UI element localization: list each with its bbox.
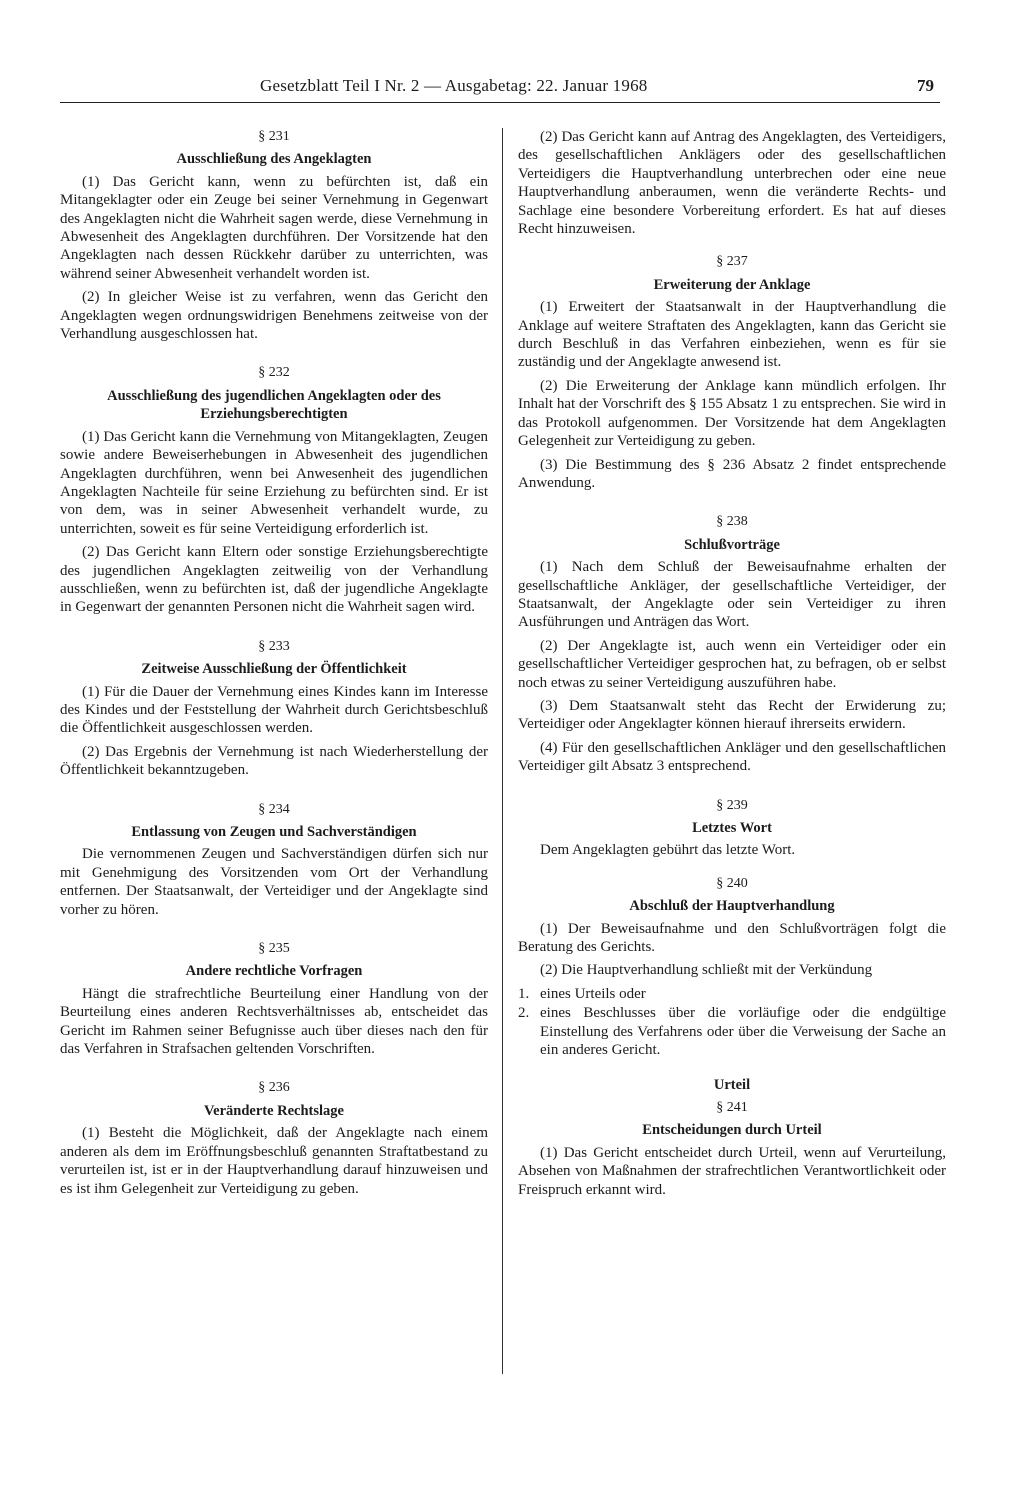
paragraph: (1) Besteht die Möglichkeit, daß der Angeklagte nach einem anderen als dem im Eröffnungsbeschluß genannten Straftatbestand zu verurteilen ist, ist er in der Hauptverhandlung darauf hinzuweisen und es ist ihm Gelegenheit zur Verteidigung zu geben. [60,1125,488,1197]
paragraph: (2) Die Erweiterung der Anklage kann mündlich erfolgen. Ihr Inhalt hat der Vorschrift des § 155 Absatz 1 zu entsprechen. Sie wird in das Protokoll aufgenommen. Der Vorsitzende hat dem Angeklagten Gelegenheit zur Verteidigung zu geben. [518,377,946,450]
section-239 [518,797,946,860]
section-number: § 233 [258,638,290,654]
section-number: § 241 [716,1099,748,1115]
paragraph: (1) Nach dem Schluß der Beweisaufnahme erhalten der gesellschaftliche Ankläger, der gesellschaftliche Verteidiger, der Staatsanwalt, der Angeklagte oder sein Verteidiger zu ihren Ausführungen und Anträgen das Wort. [518,559,946,631]
section-number: § 237 [716,254,748,270]
paragraph: (3) Die Bestimmung des § 236 Absatz 2 findet entsprechende Anwendung. [518,456,946,491]
section-241 [518,1099,946,1199]
section-number: § 232 [258,365,290,381]
section-231 [60,128,488,343]
paragraph: Dem Angeklagten gebührt das letzte Wort. [540,842,796,859]
section-number: § 239 [716,797,748,813]
paragraph: (2) Das Ergebnis der Vernehmung ist nach Wiederherstellung der Öffentlichkeit bekanntzugeben. [60,743,488,779]
list-number: 2. [518,1005,530,1022]
section-235 [60,940,488,1058]
paragraph: Die vernommenen Zeugen und Sachverständigen dürfen sich nur mit Genehmigung des Vorsitzenden vom Ort der Verhandlung entfernen. Der Staatsanwalt, der Verteidiger und der Angeklagte sind vorher zu hören. [60,846,488,918]
paragraph: (2) Die Hauptverhandlung schließt mit der Verkündung [540,962,873,979]
section-title: Zeitweise Ausschließung der Öffentlichkeit [141,661,407,678]
paragraph: (1) Für die Dauer der Vernehmung eines Kindes kann im Interesse des Kindes und der Feststellung der Wahrheit durch Gerichtsbeschluß die Öffentlichkeit ausgeschlossen werden. [60,683,488,737]
section-title: Abschluß der Hauptverhandlung [629,898,835,915]
section-237 [518,253,946,492]
column-divider [502,128,503,1374]
section-number: § 236 [258,1080,290,1096]
header-title: Gesetzblatt Teil I Nr. 2 — Ausgabetag: 22. Januar 1968 [260,76,648,95]
list-text: eines Beschlusses über die vorläufige oder die endgültige Einstellung des Verfahrens oder über die Verweisung der Sache an ein anderes Gericht. [540,1005,946,1059]
paragraph: (3) Dem Staatsanwalt steht das Recht der Erwiderung zu; Verteidiger oder Angeklagter können hierauf ihrerseits erwidern. [518,697,946,733]
section-233 [60,638,488,780]
section-title: Schlußvorträge [684,536,780,553]
list-item [518,1004,946,1059]
paragraph: (1) Das Gericht entscheidet durch Urteil, wenn auf Verurteilung, Absehen von Maßnahmen der strafrechtlichen Verantwortlichkeit oder Freispruch erkannt wird. [518,1144,946,1198]
section-236 [60,1079,488,1197]
section-232 [60,364,488,616]
paragraph: (1) Erweitert der Staatsanwalt in der Hauptverhandlung die Anklage auf weitere Straftaten des Angeklagten, kann das Gericht sie durch Beschluß in das Verfahren einbeziehen, wenn es für sie zuständig und der Angeklagte anwesend ist. [518,299,946,371]
section-title: Ausschließung des jugendlichen Angeklagten oder des Erziehungsberechtigten [107,387,441,423]
section-title: Entscheidungen durch Urteil [642,1122,822,1139]
section-number: § 231 [258,129,290,144]
list-number: 1. [518,985,530,1002]
paragraph: (1) Das Gericht kann, wenn zu befürchten ist, daß ein Mitangeklagter oder ein Zeuge bei seiner Vernehmung in Gegenwart des Angeklagten nicht die Wahrheit sagen werde, diese Vernehmung in Abwesenheit des Angeklagten durchführen. Der Vorsitzende hat den Angeklagten nach dessen Rückkehr darüber zu unterrichten, was während seiner Abwesenheit verhandelt worden ist. [60,173,488,282]
paragraph: (2) Das Gericht kann auf Antrag des Angeklagten, des Verteidigers, des gesellschaftlichen Anklägers oder des gesellschaftlichen Verteidigers die Hauptverhandlung unterbrechen oder eine neue Hauptverhandlung anberaumen, wenn die veränderte Rechts- und Sachlage eine besondere Vorbereitung erfordert. Es hat auf dieses Recht hinzuweisen. [518,129,946,238]
section-title: Veränderte Rechtslage [204,1102,344,1119]
list-item [518,985,946,1003]
section-238 [518,513,946,775]
section-title: Letztes Wort [692,820,772,836]
section-234 [60,801,488,919]
page-number: 79 [917,76,934,95]
section-number: § 234 [258,801,290,817]
section-title: Entlassung von Zeugen und Sachverständigen [131,824,417,840]
section-title: Ausschließung des Angeklagten [176,151,372,168]
paragraph: (2) Das Gericht kann Eltern oder sonstige Erziehungsberechtigte des jugendlichen Angeklagten zeitweilig von der Verhandlung ausschließen, wenn zu befürchten ist, daß der jugendliche Angeklagte in Gegenwart der genannten Personen nicht die Wahrheit sagen wird. [60,544,488,616]
section-number: § 235 [258,941,290,957]
paragraph: (1) Der Beweisaufnahme und den Schlußvorträgen folgt die Beratung des Gerichts. [518,920,946,956]
paragraph: Hängt die strafrechtliche Beurteilung einer Handlung von der Beurteilung eines anderen Rechtsverhältnisses ab, entscheidet das Gericht im Rahmen seiner Befugnisse auch über dieses nach den für das Verfahren in Strafsachen geltenden Vorschriften. [60,985,488,1058]
paragraph: (4) Für den gesellschaftlichen Ankläger und den gesellschaftlichen Verteidiger gilt Absatz 3 entsprechend. [518,739,946,775]
section-240 [518,875,946,1060]
left-column [60,128,488,1203]
section-number: § 238 [716,514,748,530]
paragraph: (2) In gleicher Weise ist zu verfahren, wenn das Gericht den Angeklagten wegen ordnungswidrigen Benehmens zeitweise von der Verhandlung ausgeschlossen hat. [60,289,488,343]
paragraph: (2) Der Angeklagte ist, auch wenn ein Verteidiger oder ein gesellschaftlicher Verteidiger gesprochen hat, zu befragen, ob er selbst noch etwas zu seiner Verteidigung auszuführen habe. [518,637,946,691]
list-text: eines Urteils oder [540,985,646,1002]
right-column [518,128,946,1204]
paragraph: (1) Das Gericht kann die Vernehmung von Mitangeklagten, Zeugen sowie andere Beweiserhebungen in Abwesenheit des jugendlichen Angeklagten durchführen, wenn bei Anwesenheit des jugendlichen Angeklagten Nachteile für seine Erziehung zu befürchten sind. Er ist von dem, was in seiner Abwesenheit verhandelt wurde, zu unterrichten, soweit es für seine Verteidigung erforderlich ist. [60,428,488,537]
section-title: Andere rechtliche Vorfragen [185,963,363,980]
section-number: § 240 [716,875,748,891]
section-title: Erweiterung der Anklage [653,276,811,293]
chapter-heading: Urteil [713,1077,751,1094]
page-header [60,72,940,103]
